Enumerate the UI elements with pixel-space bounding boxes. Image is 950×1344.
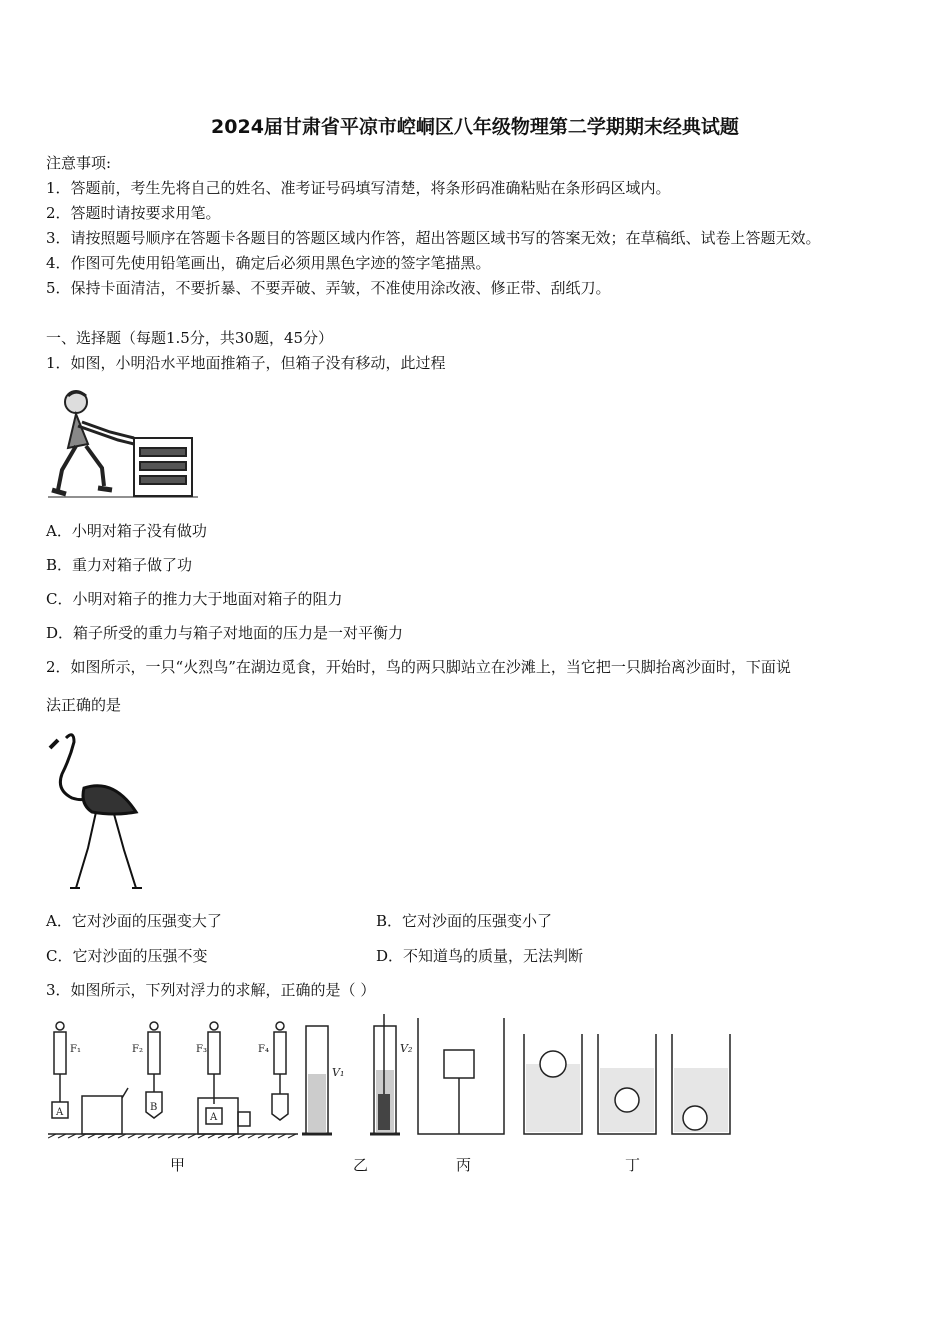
- q1-option-d: D．箱子所受的重力与箱子对地面的压力是一对平衡力: [46, 624, 404, 642]
- figure-label-bing: 丙: [456, 1156, 472, 1174]
- q3-figure-buoyancy: [48, 1014, 738, 1144]
- q2-option-a: A．它对沙面的压强变大了: [46, 912, 222, 930]
- label-f2: F₂: [132, 1044, 143, 1055]
- notice-item-3: 3．请按照题号顺序在答题卡各题目的答题区域内作答，超出答题区域书写的答案无效；在草稿纸、试卷上答题无效。: [46, 229, 821, 247]
- q3-stem: 3．如图所示，下列对浮力的求解，正确的是（ ）: [46, 981, 376, 999]
- label-block-a-immersed: A: [210, 1112, 218, 1123]
- q2-figure-flamingo: [44, 728, 144, 892]
- figure-bing-tank: [418, 1018, 504, 1134]
- notice-heading: 注意事项:: [46, 154, 112, 172]
- q2-stem-line2: 法正确的是: [46, 696, 122, 714]
- notice-item-1: 1．答题前，考生先将自己的姓名、准考证号码填写清楚，将条形码准确粘贴在条形码区域内。: [46, 179, 671, 197]
- notice-item-5: 5．保持卡面清洁，不要折暴、不要弄破、弄皱，不准使用涂改液、修正带、刮纸刀。: [46, 279, 611, 297]
- label-f1: F₁: [70, 1044, 81, 1055]
- notice-item-4: 4．作图可先使用铅笔画出，确定后必须用黑色字迹的签字笔描黑。: [46, 254, 491, 272]
- figure-ding-beakers: [524, 1034, 730, 1134]
- label-v2: V₂: [400, 1042, 413, 1055]
- label-block-b: B: [150, 1102, 158, 1113]
- section-heading: 一、选择题（每题1.5分，共30题，45分）: [46, 329, 334, 347]
- label-f4: F₄: [258, 1044, 269, 1055]
- q2-option-c: C．它对沙面的压强不变: [46, 947, 208, 965]
- label-f3: F₃: [196, 1044, 207, 1055]
- q1-stem: 1．如图，小明沿水平地面推箱子，但箱子没有移动，此过程: [46, 354, 446, 372]
- q1-option-c: C．小明对箱子的推力大于地面对箱子的阻力: [46, 590, 343, 608]
- figure-label-yi: 乙: [353, 1156, 369, 1174]
- notice-item-2: 2．答题时请按要求用笔。: [46, 204, 221, 222]
- q1-figure-boy-pushing-box: [48, 386, 198, 498]
- figure-yi-cylinders: [302, 1014, 400, 1134]
- figure-jia-spring-scales: [48, 1022, 298, 1138]
- page-title: 2024届甘肃省平凉市崆峒区八年级物理第二学期期末经典试题: [211, 116, 739, 138]
- flamingo-illustration: [50, 735, 142, 888]
- figure-label-ding: 丁: [625, 1156, 641, 1174]
- label-block-a: A: [56, 1107, 64, 1118]
- q2-option-b: B．它对沙面的压强变小了: [376, 912, 553, 930]
- label-v1: V₁: [332, 1066, 345, 1079]
- box-illustration: [134, 438, 192, 496]
- q1-option-a: A．小明对箱子没有做功: [46, 522, 207, 540]
- figure-label-jia: 甲: [170, 1156, 186, 1174]
- q1-option-b: B．重力对箱子做了功: [46, 556, 193, 574]
- q2-stem-line1: 2．如图所示，一只“火烈鸟”在湖边觅食，开始时，鸟的两只脚站立在沙滩上，当它把一只脚抬离沙面时，下面说: [46, 658, 791, 676]
- boy-illustration: [52, 391, 134, 494]
- q2-option-d: D．不知道鸟的质量，无法判断: [376, 947, 584, 965]
